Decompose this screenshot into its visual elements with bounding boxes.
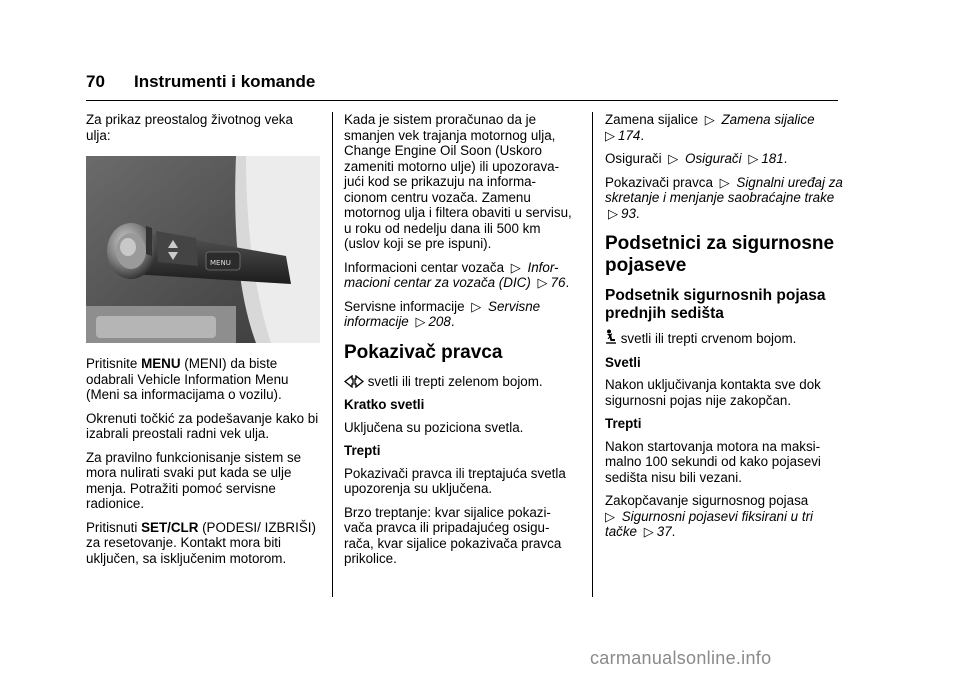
briefly-lit-text: Uključena su poziciona svetla.	[344, 419, 524, 435]
page-number: 70	[86, 72, 105, 91]
svg-text:MENU: MENU	[210, 259, 231, 267]
reference-arrow-icon: ▷	[605, 508, 615, 524]
intro-paragraph: Za prikaz preostalog životnog veka ulja:	[86, 112, 293, 143]
reset-paragraph: Pritisnuti SET/CLR (PODESI/ IZBRIŠI) za resetovanje. Kontakt mora biti uključen, sa isključenim motorom.	[86, 519, 316, 566]
column-divider	[592, 112, 593, 597]
dic-reference[interactable]: Informacioni centar vozača ▷ Infor-macioni centar za vozača (DIC) ▷ 76.	[344, 259, 570, 290]
column-middle	[344, 112, 578, 575]
menu-paragraph: Pritisnite MENU (MENI) da biste odabrali Vehicle Information Menu (Meni sa informacijama o vozilu).	[86, 356, 289, 402]
reference-arrow-icon: ▷	[668, 151, 679, 166]
reset-note-paragraph: Za pravilno funkcionisanje sistem se mora nulirati svaki put kada se ulje menja. Potražiti pomoć servisne radionice.	[86, 449, 302, 511]
fasten-seatbelt-reference[interactable]: Zakopčavanje sigurnosnog pojasa ▷ Sigurnosni pojasevi fiksirani u tri tačke ▷ 37.	[605, 493, 814, 539]
seatbelt-icon-line: svetli ili trepti crvenom bojom.	[605, 329, 843, 347]
turn-signal-heading: Pokazivač pravca	[344, 341, 503, 363]
column-divider	[332, 112, 333, 597]
page-header	[86, 64, 838, 101]
lit-text: Nakon uključivanja kontakta sve dok sigurnosni pojas nije zakopčan.	[605, 377, 821, 408]
flashing-text: Pokazivači pravca ili treptajuća svetla upozorenja su uključena.	[344, 465, 566, 496]
reference-arrow-icon: ▷	[643, 524, 654, 539]
reference-arrow-icon: ▷	[537, 275, 548, 290]
page-title: Instrumenti i komande	[134, 72, 316, 91]
front-seatbelt-subheading: Podsetnik sigurnosnih pojasa prednjih sedišta	[605, 287, 826, 322]
service-info-reference[interactable]: Servisne informacije ▷ Servisne informacije ▷ 208.	[344, 298, 541, 329]
turn-signal-arrows-icon	[344, 375, 364, 388]
watermark: carmanualsonline.info	[590, 648, 772, 668]
thumbwheel-paragraph: Okrenuti točkić za podešavanje kako bi izabrali preostali radni vek ulja.	[86, 410, 319, 441]
bulb-reference[interactable]: Zamena sijalice ▷ Zamena sijalice ▷ 174.	[605, 112, 815, 143]
flashing-text: Nakon startovanja motora na maksi-malno 100 sekundi od kako pojasevi sedišta nisu bili vezani.	[605, 438, 821, 485]
column-right	[605, 112, 843, 548]
reference-arrow-icon: ▷	[719, 174, 730, 190]
reference-arrow-icon: ▷	[704, 112, 715, 127]
turn-signal-reference[interactable]: Pokazivači pravca ▷ Signalni uređaj za skretanje i menjanje saobraćajne trake ▷ 93.	[605, 174, 843, 221]
turn-signal-icon-line: svetli ili trepti zelenom bojom.	[344, 374, 578, 390]
flashing-subheading: Trepti	[344, 443, 381, 458]
stalk-control-photo	[86, 156, 320, 343]
reference-arrow-icon: ▷	[510, 259, 521, 275]
seatbelt-icon	[605, 329, 617, 345]
seatbelt-reminders-heading: Podsetnici za sigurnosne pojaseve	[605, 233, 835, 276]
fuses-reference[interactable]: Osigurači ▷ Osigurači ▷ 181.	[605, 151, 788, 166]
rapid-flashing-paragraph: Brzo treptanje: kvar sijalice pokazi-vača pravca ili pripadajućeg osigu-rača, kvar sijalice pokazivača pravca prikolice.	[344, 504, 562, 566]
reference-arrow-icon: ▷	[415, 314, 426, 329]
reference-arrow-icon: ▷	[608, 205, 618, 221]
menu-key: MENU	[141, 356, 181, 371]
set-clr-key: SET/CLR	[141, 519, 199, 535]
reference-arrow-icon: ▷	[748, 151, 759, 166]
briefly-lit-subheading: Kratko svetli	[344, 397, 425, 412]
column-left	[86, 112, 320, 574]
flashing-subheading: Trepti	[605, 416, 642, 431]
reference-arrow-icon: ▷	[471, 298, 482, 314]
reference-arrow-icon: ▷	[605, 127, 615, 143]
oil-change-paragraph: Kada je sistem proračunao da je smanjen vek trajanja motornog ulja, Change Engine Oil Soon (Uskoro zameniti motorno ulje) ili upozorava-jući kod se prikazuju na informa-cionom centru vozača. Zamenu motornog ulja i filtera obaviti u servisu, u roku od nedelju dana ili 500 km (uslov koji se pre ispuni).	[344, 112, 572, 251]
lit-subheading: Svetli	[605, 354, 641, 370]
